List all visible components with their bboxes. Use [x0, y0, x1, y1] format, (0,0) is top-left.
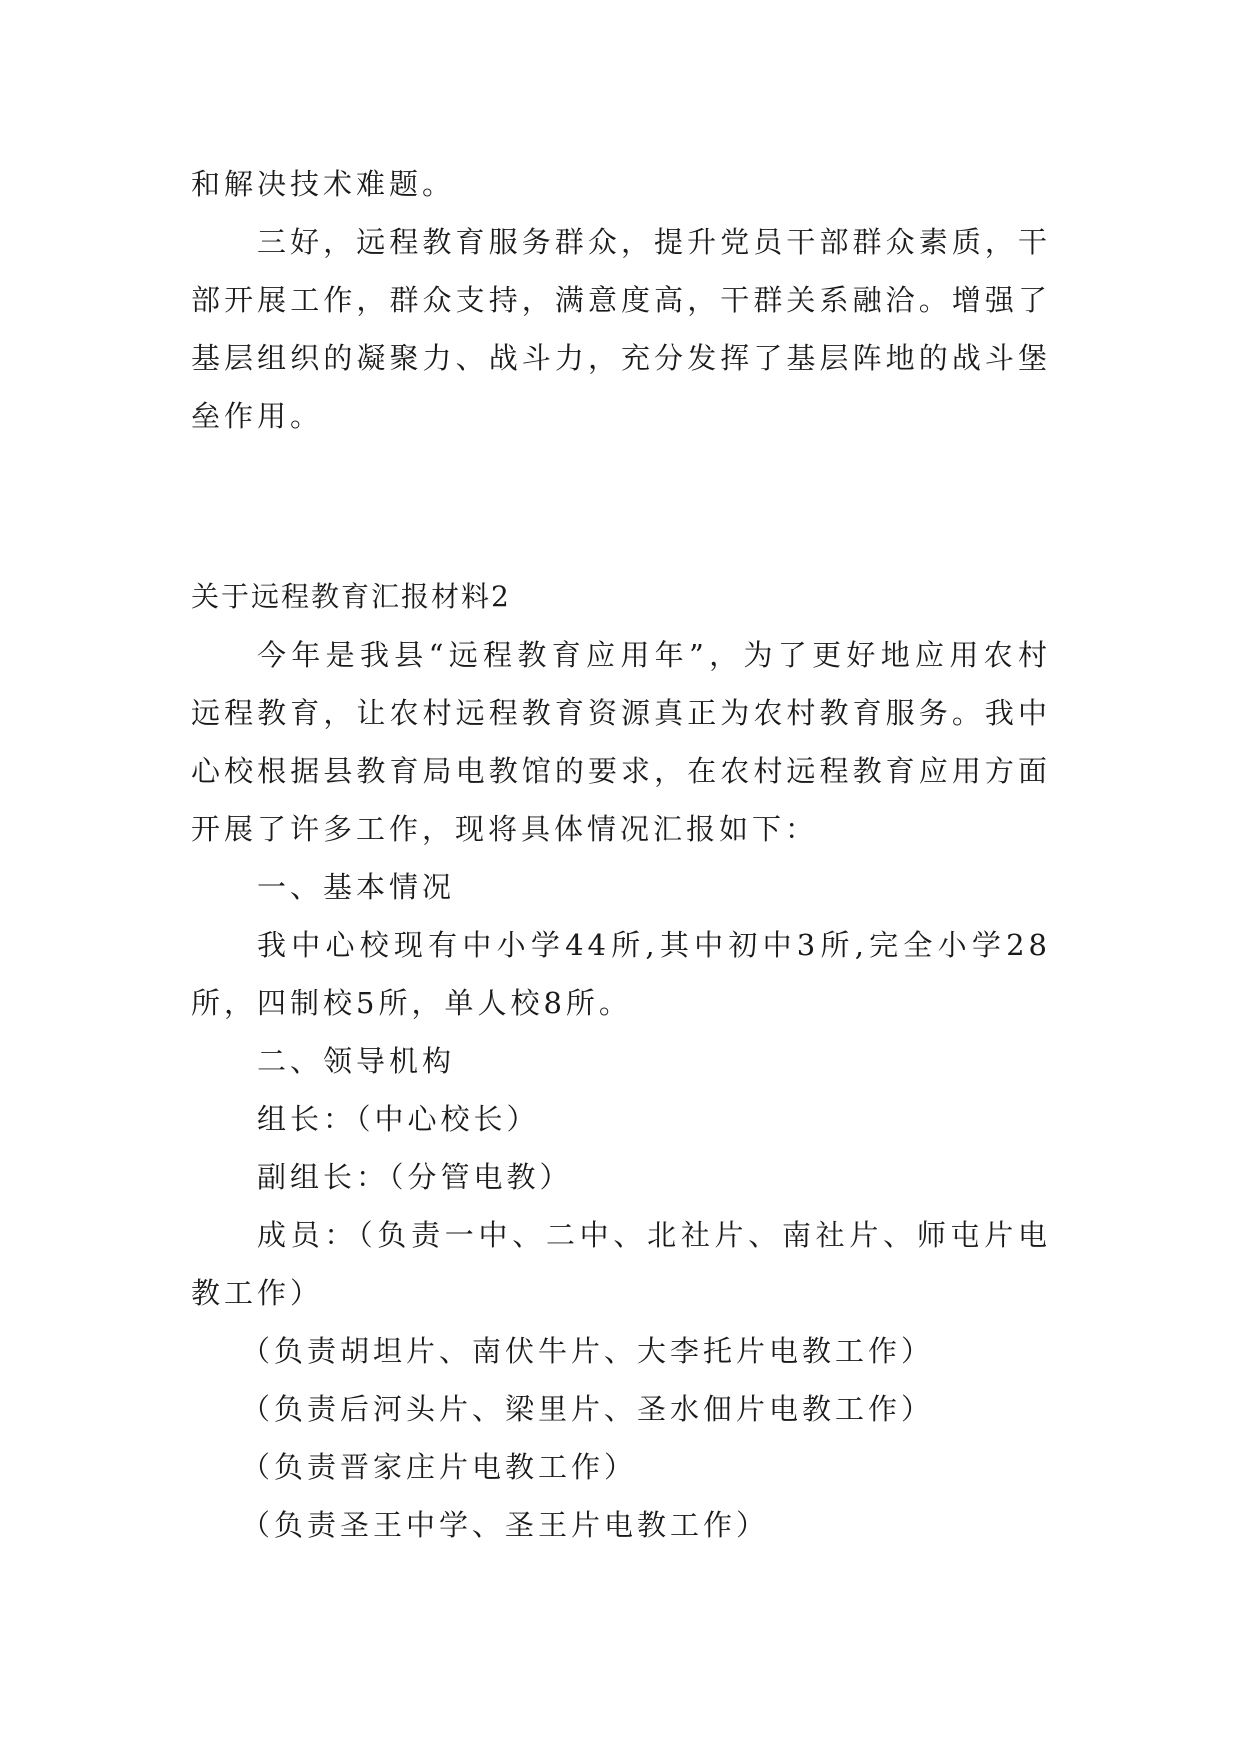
leader-line: 组长：（中心校长）: [257, 1102, 540, 1136]
member-line: （负责后河头片、梁里片、圣水佃片电教工作）: [241, 1392, 935, 1426]
intro-paragraph: 今年是我县“远程教育应用年”，为了更好地应用农村远程教育，让农村远程教育资源真正为农村教育服务。我中心校根据县教育局电教馆的要求，在农村远程教育应用方面开展了许多工作，现将具体情况汇报如下：: [191, 638, 1051, 846]
basic-situation-paragraph: 我中心校现有中小学44所,其中初中3所,完全小学28所，四制校5所，单人校8所。: [191, 928, 1051, 1020]
paragraph-three-goods: 三好，远程教育服务群众，提升党员干部群众素质，干部开展工作，群众支持，满意度高，干群关系融洽。增强了基层组织的凝聚力、战斗力，充分发挥了基层阵地的战斗堡垒作用。: [191, 225, 1051, 433]
report-section-2: [191, 568, 1051, 1554]
continuation-section: [191, 155, 1051, 445]
member-line: （负责圣王中学、圣王片电教工作）: [241, 1508, 770, 1542]
deputy-line: 副组长：（分管电教）: [257, 1160, 573, 1194]
member-line: （负责晋家庄片电教工作）: [241, 1450, 638, 1484]
section-title: 关于远程教育汇报材料2: [191, 580, 511, 613]
continuation-line: 和解决技术难题。: [191, 167, 456, 201]
members-paragraph: 成员：（负责一中、二中、北社片、南社片、师屯片电教工作）: [191, 1218, 1051, 1310]
member-line: （负责胡坦片、南伏牛片、大李托片电教工作）: [241, 1334, 935, 1368]
heading-leadership: 二、领导机构: [257, 1044, 456, 1078]
heading-basic-situation: 一、基本情况: [257, 870, 456, 904]
